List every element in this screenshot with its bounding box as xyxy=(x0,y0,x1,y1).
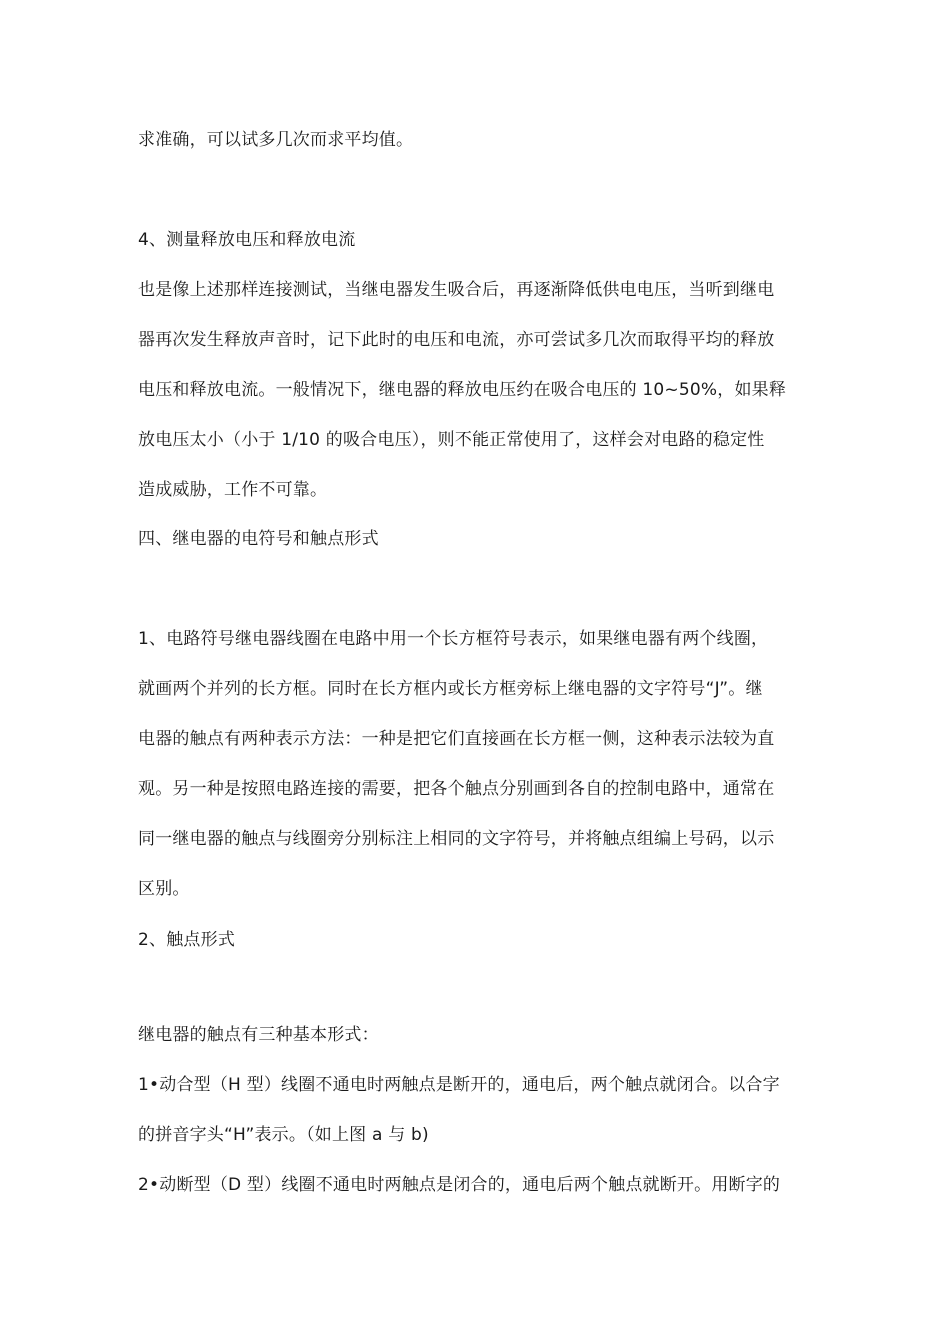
section-heading: 四、继电器的电符号和触点形式 xyxy=(138,529,379,549)
paragraph-line: 求准确，可以试多几次而求平均值。 xyxy=(138,130,414,150)
paragraph-line: 2•动断型（D 型）线圈不通电时两触点是闭合的，通电后两个触点就断开。用断字的 xyxy=(138,1175,781,1195)
paragraph-line: 1•动合型（H 型）线圈不通电时两触点是断开的，通电后，两个触点就闭合。以合字 xyxy=(138,1075,780,1095)
paragraph-line: 电器的触点有两种表示方法：一种是把它们直接画在长方框一侧，这种表示法较为直 xyxy=(138,729,775,749)
paragraph-line: 也是像上述那样连接测试，当继电器发生吸合后，再逐渐降低供电电压，当听到继电 xyxy=(138,280,775,300)
paragraph-line: 造成威胁，工作不可靠。 xyxy=(138,480,328,500)
paragraph-line: 1、电路符号继电器线圈在电路中用一个长方框符号表示，如果继电器有两个线圈， xyxy=(138,629,769,649)
section-heading: 4、测量释放电压和释放电流 xyxy=(138,230,356,250)
paragraph-line: 同一继电器的触点与线圈旁分别标注上相同的文字符号，并将触点组编上号码，以示 xyxy=(138,829,775,849)
paragraph-line: 就画两个并列的长方框。同时在长方框内或长方框旁标上继电器的文字符号“J”。继 xyxy=(138,679,763,699)
paragraph-line: 放电压太小（小于 1/10 的吸合电压），则不能正常使用了，这样会对电路的稳定性 xyxy=(138,430,765,450)
paragraph-line: 继电器的触点有三种基本形式： xyxy=(138,1025,379,1045)
section-heading: 2、触点形式 xyxy=(138,930,236,950)
paragraph-line: 区别。 xyxy=(138,879,190,899)
paragraph-line: 观。另一种是按照电路连接的需要，把各个触点分别画到各自的控制电路中，通常在 xyxy=(138,779,775,799)
paragraph-line: 电压和释放电流。一般情况下，继电器的释放电压约在吸合电压的 10~50%，如果释 xyxy=(138,380,787,400)
paragraph-line: 器再次发生释放声音时，记下此时的电压和电流，亦可尝试多几次而取得平均的释放 xyxy=(138,330,775,350)
paragraph-line: 的拼音字头“H”表示。（如上图 a 与 b) xyxy=(138,1125,429,1145)
